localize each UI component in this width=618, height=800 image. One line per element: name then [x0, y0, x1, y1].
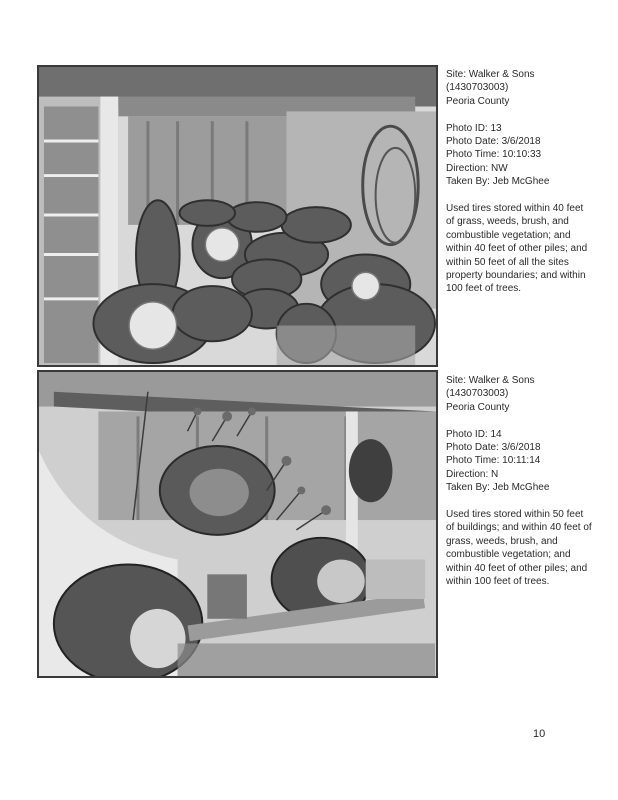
direction: Direction: N: [446, 468, 499, 480]
photo-date: Photo Date: 3/6/2018: [446, 136, 541, 148]
photo-time: Photo Time: 10:11:14: [446, 455, 541, 467]
photo-description: Used tires stored within 40 feet of grass, weeds, brush, and combustible vegetation; and within 40 feet of other piles; and within 50 feet of all the sites property boundaries; and within 100 feet of trees.: [446, 203, 588, 295]
taken-by: Taken By: Jeb McGhee: [446, 482, 550, 494]
county: Peoria County: [446, 95, 510, 107]
site-id: (1430703003): [446, 82, 509, 94]
site-id: (1430703003): [446, 388, 509, 400]
site-name: Site: Walker & Sons: [446, 69, 535, 80]
taken-by: Taken By: Jeb McGhee: [446, 176, 550, 188]
photo-13: [37, 65, 438, 367]
photo-time: Photo Time: 10:10:33: [446, 149, 542, 161]
photo-id: Photo ID: 14: [446, 428, 502, 440]
photo-id: Photo ID: 13: [446, 122, 502, 134]
photo-description: Used tires stored within 50 feet of buildings; and within 40 feet of grass, weeds, brush, and combustible vegetation; and within 40 feet of other piles; and within 100 feet of trees.: [446, 509, 592, 588]
photo-14-caption: [446, 374, 606, 588]
county: Peoria County: [446, 401, 510, 413]
photo-14: [37, 370, 438, 678]
photo-14-image: [39, 372, 436, 676]
photo-13-caption: [446, 68, 606, 296]
photo-date: Photo Date: 3/6/2018: [446, 442, 541, 454]
page-number: 10: [533, 728, 546, 740]
photo-13-image: [39, 67, 436, 365]
site-name: Site: Walker & Sons: [446, 375, 535, 386]
direction: Direction: NW: [446, 162, 508, 174]
